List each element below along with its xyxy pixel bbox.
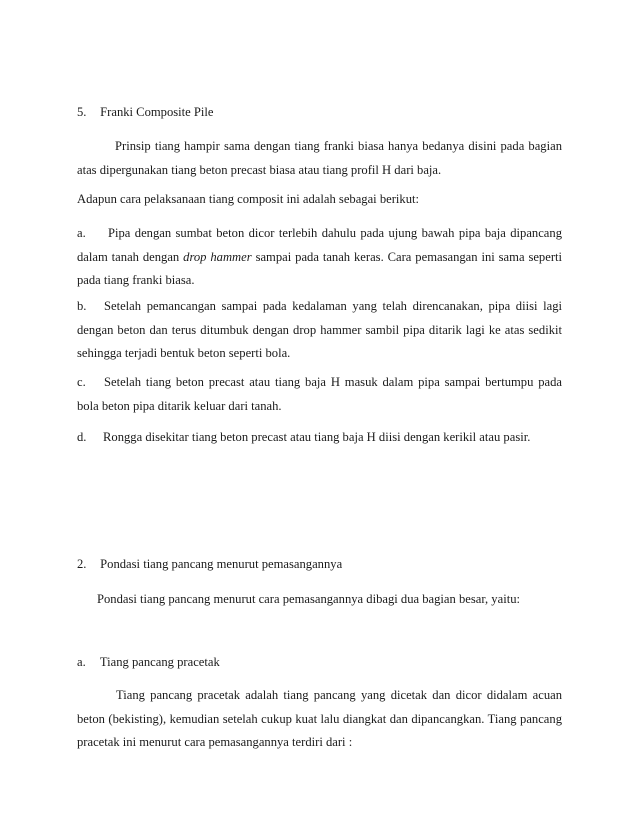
section-5-title: Franki Composite Pile (100, 105, 214, 119)
section-5-number: 5. (77, 105, 87, 119)
section-2-heading (77, 553, 562, 577)
subsection-a-text: Tiang pancang pracetak adalah tiang pancang yang dicetak dan dicor didalam acuan beton (bekisting), kemudian setelah cukup kuat lalu diangkat dan dipancangkan. Tiang pancang pracetak ini menurut cara pemasangannya terdiri dari : (77, 688, 562, 749)
step-c (77, 371, 562, 418)
step-a (77, 222, 562, 293)
section-2-intro: Pondasi tiang pancang menurut cara pemasangannya dibagi dua bagian besar, yaitu: (97, 592, 520, 606)
step-b (77, 295, 562, 366)
section-2-number: 2. (77, 557, 87, 571)
step-a-text-italic: drop hammer (183, 249, 252, 264)
step-c-text: Setelah tiang beton precast atau tiang baja H masuk dalam pipa sampai bertumpu pada bola beton pipa ditarik keluar dari tanah. (77, 375, 562, 413)
section-2-title: Pondasi tiang pancang menurut pemasangannya (100, 557, 343, 571)
step-c-marker: c. (77, 375, 86, 389)
step-a-marker: a. (77, 226, 86, 240)
section-5-method-intro: Adapun cara pelaksanaan tiang composit ini adalah sebagai berikut: (77, 192, 420, 206)
subsection-a-heading (77, 651, 562, 675)
step-a-text-after: sampai pada tanah keras. Cara pemasangan ini sama seperti pada tiang franki biasa. (77, 249, 563, 287)
step-d (77, 426, 562, 450)
step-b-text: Setelah pemancangan sampai pada kedalaman yang telah direncanakan, pipa diisi lagi dengan beton dan terus ditumbuk dengan drop hammer sambil pipa ditarik lagi ke atas sedikit sehingga terjadi bentuk beton seperti bola. (77, 299, 562, 360)
subsection-a-title: Tiang pancang pracetak (99, 655, 220, 669)
section-5-intro: Prinsip tiang hampir sama dengan tiang franki biasa hanya bedanya disini pada bagian atas dipergunakan tiang beton precast biasa atau tiang profil H dari baja. (77, 139, 562, 177)
section-5-heading (77, 101, 562, 125)
step-d-text: Rongga disekitar tiang beton precast atau tiang baja H diisi dengan kerikil atau pasir. (103, 430, 531, 444)
step-d-marker: d. (77, 430, 87, 444)
subsection-a-marker: a. (77, 655, 86, 669)
step-a-text-before: Pipa dengan sumbat beton dicor terlebih dahulu pada ujung bawah pipa baja dipancang dalam tanah dengan (77, 226, 562, 264)
step-b-marker: b. (77, 299, 87, 313)
